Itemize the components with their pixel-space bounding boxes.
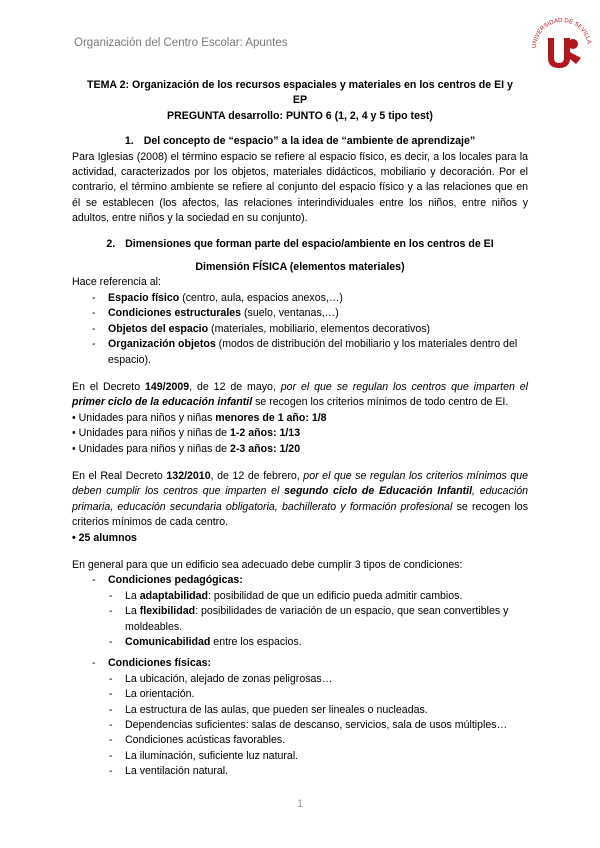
list-item: - Comunicabilidad entre los espacios. — [109, 635, 528, 650]
svg-text:UNIVERSIDAD DE SEVILLA: UNIVERSIDAD DE SEVILLA — [531, 17, 592, 49]
list-item: - Condiciones pedagógicas: — [92, 573, 528, 588]
section-2-intro: Hace referencia al: — [72, 276, 161, 289]
list-item: - Organización objetos (modos de distribución del mobiliario y los materiales dentro del espacio). — [92, 337, 528, 368]
section-1-text: Para Iglesias (2008) el término espacio se refiere al espacio físico, es decir, a los locales para la actividad, caracterizados por los objetos, materiales didácticos, mobiliario y decoración. Por el contrario, el término ambiente se refiere al conjunto del espacio físico y a las relaciones que en él se establecen (los afectos, las relaciones interindividuales entre los niños, entre niños y adultos, entre niños y la sociedad en su conjunto). — [72, 150, 528, 225]
list-item: - La flexibilidad: posibilidades de variación de un espacio, que sean convertibles y moldeables. — [109, 604, 528, 635]
page-header: Organización del Centro Escolar: Apuntes — [74, 37, 288, 49]
decreto-132-paragraph: En el Real Decreto 132/2010, de 12 de febrero, por el que se regulan los criterios mínimos que deben cumplir los centros que imparten el segundo ciclo de Educación Infantil, educación primaria, educación secundaria obligatoria, bachillerato y formación profesional se recogen los criterios mínimos de cada centro. — [72, 469, 529, 529]
pedagogical-conditions-list — [72, 589, 528, 651]
ratio-line: • Unidades para niños y niñas menores de 1 año: 1/8 — [72, 411, 327, 424]
physical-dimension-list — [72, 291, 528, 368]
decreto-149-paragraph: En el Decreto 149/2009, de 12 de mayo, por el que se regulan los centros que imparten el primer ciclo de la educación infantil se recogen los criterios mínimos de todo centro de EI. — [72, 380, 528, 409]
list-item: - Espacio físico (centro, aula, espacios anexos,…) — [92, 291, 528, 306]
list-item: - La ventilación natural. — [109, 764, 528, 779]
list-item: - Condiciones acústicas favorables. — [109, 733, 528, 748]
list-item: - Objetos del espacio (materiales, mobiliario, elementos decorativos) — [92, 322, 528, 337]
section-2-heading: 2. Dimensiones que forman parte del espacio/ambiente en los centros de EI — [106, 237, 494, 250]
university-seal-logo — [526, 8, 596, 78]
conditions-list — [72, 656, 528, 671]
ratio-line: • Unidades para niños y niñas de 1-2 años: 1/13 — [72, 427, 301, 440]
list-item: - La ubicación, alejado de zonas peligrosas… — [109, 672, 528, 687]
section-2-subtitle: Dimensión FÍSICA (elementos materiales) — [195, 261, 405, 274]
students-line: • 25 alumnos — [72, 531, 137, 544]
document-title: TEMA 2: Organización de los recursos espaciales y materiales en los centros de EI y EP PREGUNTA desarrollo: PUNTO 6 (1, 2, 4 y 5 tipo test) — [87, 79, 513, 122]
list-item: - La estructura de las aulas, que pueden ser lineales o nucleadas. — [109, 703, 528, 718]
conditions-intro: En general para que un edificio sea adecuado debe cumplir 3 tipos de condiciones: — [72, 558, 463, 571]
section-1-heading: 1. Del concepto de “espacio” a la idea de “ambiente de aprendizaje” — [124, 135, 476, 148]
list-item: - La iluminación, suficiente luz natural. — [109, 749, 528, 764]
list-item: - La orientación. — [109, 687, 528, 702]
list-item: - Condiciones físicas: — [92, 656, 528, 671]
list-item: - Condiciones estructurales (suelo, ventanas,…) — [92, 306, 528, 321]
physical-conditions-list — [72, 672, 528, 780]
list-item: - La adaptabilidad: posibilidad de que un edificio pueda admitir cambios. — [109, 589, 528, 604]
list-item: - Dependencias suficientes: salas de descanso, servicios, sala de usos múltiples… — [109, 718, 528, 733]
page-number: 1 — [296, 798, 304, 810]
ratio-line: • Unidades para niños y niñas de 2-3 años: 1/20 — [72, 442, 301, 455]
conditions-list — [72, 573, 528, 588]
